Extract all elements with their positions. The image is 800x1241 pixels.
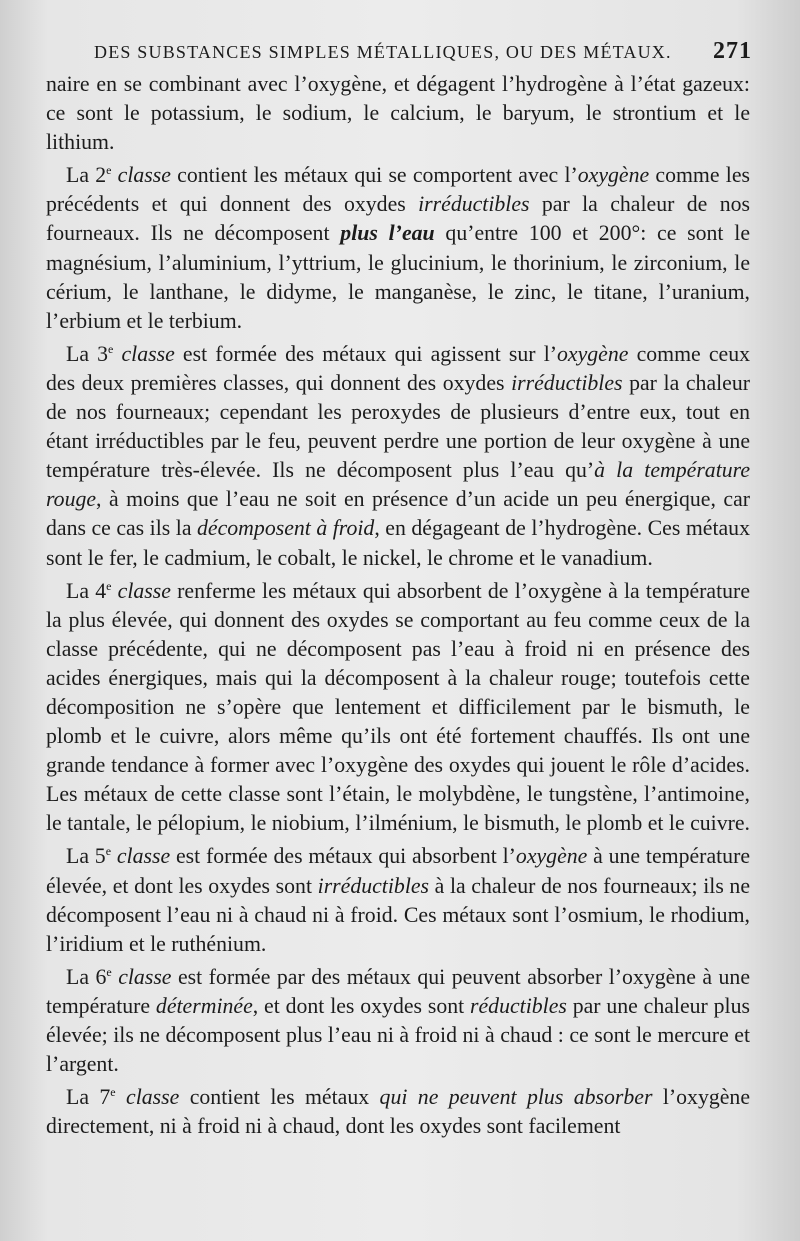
page-header [94,38,752,72]
paragraph: naire en se combinant avec l’oxygène, et dégagent l’hydrogène à l’état gazeux: ce sont le potassium, le sodium, le calcium, le baryum, le strontium et le lithium. [46,72,750,155]
paragraph: La 4e classe renferme les métaux qui absorbent de l’oxygène à la température la plus élevée, qui donnent des oxydes se comportant au feu comme ceux de la classe précédente, qui ne décomposent pas l’eau à froid ni en présence des acides énergiques, mais qui la décomposent à la chaleur rouge; toutefois cette décomposition ne s’opère que lentement et difficilement par le bismuth, le plomb et le cuivre, alors même qu’ils ont été fortement chauffés. Ils ont une grande tendance à former avec l’oxygène des oxydes qui jouent le rôle d’acides. Les métaux de cette classe sont l’étain, le molybdène, le tungstène, l’antimoine, le tantale, le pélopium, le niobium, l’ilménium, le bismuth, le plomb et le cuivre. [46,578,751,836]
paragraph: La 2e classe contient les métaux qui se comportent avec l’oxygène comme les précédents et qui donnent des oxydes irréductibles par la chaleur de nos fourneaux. Ils ne décomposent plus l’eau qu’entre 100 et 200°: ce sont le magnésium, l’aluminium, l’yttrium, le glucinium, le thorinium, le zirconium, le cérium, le lanthane, le didyme, le manganèse, le zinc, le titane, l’uranium, l’erbium et le terbium. [46,163,750,333]
running-head: DES SUBSTANCES SIMPLES MÉTALLIQUES, OU DES MÉTAUX. [94,42,672,62]
body-text [46,70,750,1145]
paragraph: La 7e classe contient les métaux qui ne peuvent plus absorber l’oxygène directement, ni à froid ni à chaud, dont les oxydes sont facilement [46,1085,750,1139]
paragraph: La 5e classe est formée des métaux qui absorbent l’oxygène à une température élevée, et dont les oxydes sont irréductibles à la chaleur de nos fourneaux; ils ne décomposent l’eau ni à chaud ni à froid. Ces métaux sont l’osmium, le rhodium, l’iridium et le ruthénium. [46,844,751,956]
paragraph: La 6e classe est formée par des métaux qui peuvent absorber l’oxygène à une température déterminée, et dont les oxydes sont réductibles par une chaleur plus élevée; ils ne décomposent plus l’eau ni à froid ni à chaud : ce sont le mercure et l’argent. [46,964,750,1077]
page-number: 271 [713,38,752,64]
paragraph: La 3e classe est formée des métaux qui agissent sur l’oxygène comme ceux des deux premières classes, qui donnent des oxydes irréductibles par la chaleur de nos fourneaux; cependant les peroxydes de plusieurs d’entre eux, tout en étant irréductibles par le feu, peuvent perdre une portion de leur oxygène à une température très-élevée. Ils ne décomposent plus l’eau qu’à la température rouge, à moins que l’eau ne soit en présence d’un acide un peu énergique, car dans ce cas ils la décomposent à froid, en dégageant de l’hydrogène. Ces métaux sont le fer, le cadmium, le cobalt, le nickel, le chrome et le vanadium. [46,341,751,570]
